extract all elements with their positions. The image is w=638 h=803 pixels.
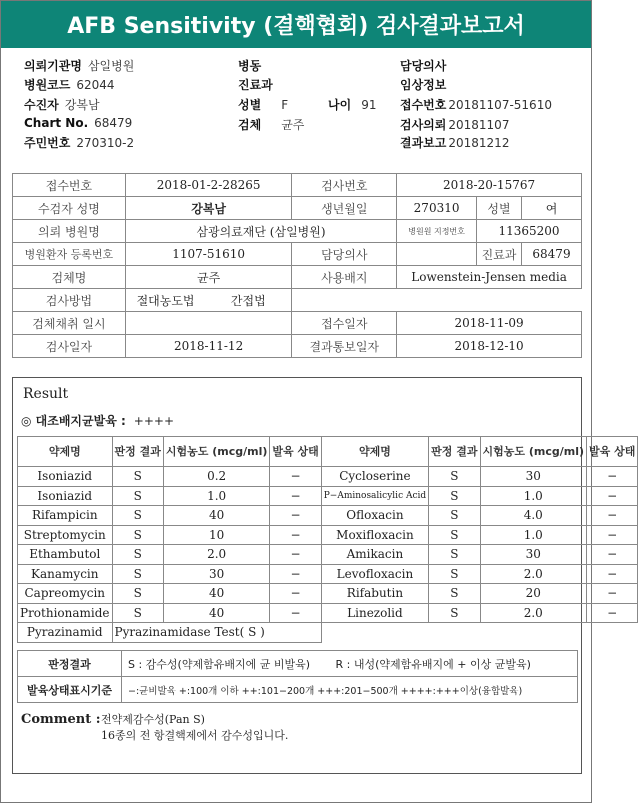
method-label: 검사방법 — [13, 289, 126, 312]
doctor-label: 담당의사 — [292, 243, 397, 266]
method-blank — [292, 289, 582, 312]
info-hospital: 의뢰기관명 삼일병원 — [24, 59, 135, 73]
notify-value: 2018-12-10 — [397, 335, 582, 358]
info-request-date: 검사의뢰 20181107 — [400, 118, 510, 132]
test-no-label: 검사번호 — [292, 174, 397, 197]
method-1: 절대농도법 — [125, 289, 205, 312]
hospital-label: 의뢰 병원명 — [13, 220, 126, 243]
test-date-value: 2018-11-12 — [125, 335, 292, 358]
legend-table — [17, 650, 578, 703]
specimen-value: 균주 — [125, 266, 292, 289]
media-label: 사용배지 — [292, 266, 397, 289]
reception-no-label: 접수번호 — [13, 174, 126, 197]
table-row: Kanamycin S 30 − Levofloxacin S 2.0 − — [18, 564, 638, 584]
table-row: Ethambutol S 2.0 − Amikacin S 30 − — [18, 545, 638, 565]
collect-value — [125, 312, 292, 335]
method-2: 간접법 — [205, 289, 292, 312]
control-growth: ◎ 대조배지균발육 : ++++ — [21, 414, 174, 428]
conc-header: 시험농도 (mcg/ml) — [480, 437, 587, 467]
table-row: Capreomycin S 40 − Rifabutin S 20 − — [18, 584, 638, 604]
test-no: 2018-20-15767 — [397, 174, 582, 197]
chart-label: 병원환자 등록번호 — [13, 243, 126, 266]
info-chart-no: Chart No. 68479 — [24, 116, 133, 130]
info-age: 나이 91 — [328, 98, 377, 112]
info-patient: 수진자 강복남 — [24, 98, 100, 112]
info-report-date: 결과보고 20181212 — [400, 136, 510, 150]
result-title: Result — [23, 386, 69, 402]
patient-name: 강복남 — [125, 197, 292, 220]
info-department: 진료과 — [238, 78, 273, 92]
info-hospital-code: 병원코드 62044 — [24, 78, 115, 92]
dept-label: 진료과 — [477, 243, 522, 266]
chart-value: 1107-51610 — [125, 243, 292, 266]
comment-text: 전약제감수성(Pan S) 16종의 전 항결핵제에서 감수성입니다. — [101, 713, 289, 742]
notify-label: 결과통보일자 — [292, 335, 397, 358]
drug-header: 약제명 — [18, 437, 113, 467]
judge-header: 판정 결과 — [429, 437, 480, 467]
reception-no: 2018-01-2-28265 — [125, 174, 292, 197]
sex-value: 여 — [522, 197, 582, 220]
growth-criteria-text: −:균비발육 +:100개 이하 ++:101−200개 +++:201−500개 ++++:+++이상(융합발육) — [122, 677, 578, 703]
pza-row — [18, 623, 638, 643]
judgment-text: S : 감수성(약제함유배지에 균 비발육) R : 내성(약제함유배지에 + 이상 균발육) — [122, 651, 578, 677]
info-reception-no: 접수번호 20181107-51610 — [400, 98, 552, 112]
info-specimen: 검체 균주 — [238, 118, 305, 132]
table-row: Rifampicin S 40 − Ofloxacin S 4.0 − — [18, 506, 638, 526]
table-row: Prothionamide S 40 − Linezolid S 2.0 − — [18, 603, 638, 623]
info-doctor: 담당의사 — [400, 59, 447, 73]
growth-header: 발육 상태 — [587, 437, 638, 467]
doctor-value — [397, 243, 477, 266]
judgment-label: 판정결과 — [18, 651, 122, 677]
drug-header: 약제명 — [321, 437, 428, 467]
patient-table — [12, 173, 582, 358]
result-section — [12, 377, 636, 774]
growth-header: 발육 상태 — [270, 437, 321, 467]
table-row: Isoniazid S 0.2 − Cycloserine S 30 − — [18, 467, 638, 487]
drug-table — [17, 436, 638, 643]
info-resident-no: 주민번호 270310-2 — [24, 136, 135, 150]
specimen-label: 검체명 — [13, 266, 126, 289]
pza-name: Pyrazinamid — [18, 623, 113, 643]
received-label: 접수일자 — [292, 312, 397, 335]
report-title: AFB Sensitivity (결핵협회) 검사결과보고서 — [1, 1, 591, 48]
info-sex: 성별 F — [238, 98, 289, 112]
comment — [21, 712, 289, 742]
media-value: Lowenstein-Jensen media — [397, 266, 582, 289]
received-value: 2018-11-09 — [397, 312, 582, 335]
pza-test: Pyrazinamidase Test( S ) — [112, 623, 321, 643]
test-date-label: 검사일자 — [13, 335, 126, 358]
hospital-value: 삼광의료재단 (삼일병원) — [125, 220, 396, 243]
info-clinical: 임상정보 — [400, 78, 447, 92]
growth-criteria-label: 발육상태표시기준 — [18, 677, 122, 703]
dept-value: 68479 — [522, 243, 582, 266]
collect-label: 검체채취 일시 — [13, 312, 126, 335]
birth-value: 270310 — [397, 197, 477, 220]
comment-label: Comment : — [21, 712, 101, 727]
hospital-code-label: 병원원 지정번호 — [397, 220, 477, 243]
judge-header: 판정 결과 — [112, 437, 163, 467]
name-label: 수검자 성명 — [13, 197, 126, 220]
hospital-code-value: 11365200 — [477, 220, 582, 243]
sex-label: 성별 — [477, 197, 522, 220]
conc-header: 시험농도 (mcg/ml) — [163, 437, 270, 467]
table-row: Streptomycin S 10 − Moxifloxacin S 1.0 − — [18, 525, 638, 545]
info-ward: 병동 — [238, 59, 262, 73]
table-row: Isoniazid S 1.0 − P−Aminosalicylic Acid S 1.0 − — [18, 486, 638, 506]
birth-label: 생년월일 — [292, 197, 397, 220]
